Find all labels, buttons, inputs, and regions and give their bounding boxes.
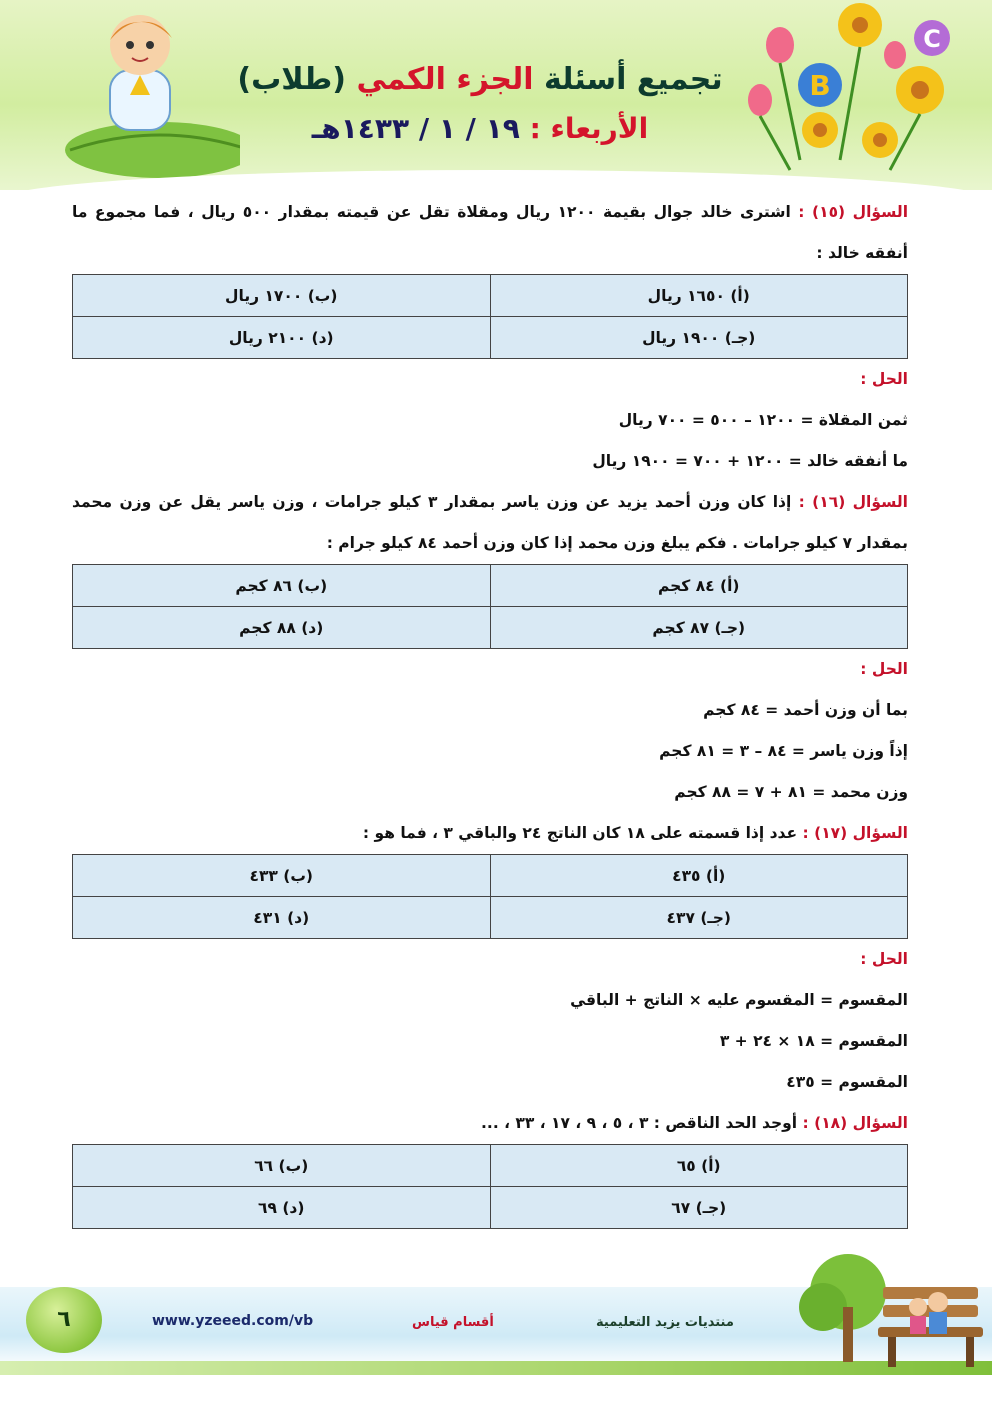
option-a[interactable]: (أ) ٦٥ <box>490 1145 908 1187</box>
question-16 <box>72 482 908 564</box>
solution-line: ثمن المقلاة = ١٢٠٠ – ٥٠٠ = ٧٠٠ ريال <box>618 411 908 429</box>
footer-forum: منتديات يزيد التعليمية <box>596 1315 734 1330</box>
footer-url[interactable]: www.yzeeed.com/vb <box>152 1313 314 1329</box>
date-value: ١٩ / ١ / ١٤٣٣هـ <box>311 112 520 145</box>
flowers-abc-illustration <box>720 0 970 185</box>
option-d[interactable]: (د) ٢١٠٠ ريال <box>73 317 491 359</box>
question-text: إذا كان وزن أحمد يزيد عن وزن ياسر بمقدار ٣ كيلو جرامات ، وزن ياسر يقل عن وزن محمد بمقدار ٧ كيلو جرامات . فكم يبلغ وزن محمد إذا كان وزن أحمد ٨٤ كيلو جرام : <box>72 493 908 552</box>
question-label: السؤال (١٨) : <box>802 1114 908 1132</box>
option-c[interactable]: (جـ) ٨٧ كجم <box>490 607 908 649</box>
option-a[interactable]: (أ) ٨٤ كجم <box>490 565 908 607</box>
date-label: الأربعاء : <box>529 112 649 145</box>
question-text: اشترى خالد جوال بقيمة ١٢٠٠ ريال ومقلاة تقل عن قيمته بمقدار ٥٠٠ ريال ، فما مجموع ما أنفقه خالد : <box>72 203 908 262</box>
options-table-15 <box>72 274 908 359</box>
option-a[interactable]: (أ) ١٦٥٠ ريال <box>490 275 908 317</box>
solution-line: وزن محمد = ٨١ + ٧ = ٨٨ كجم <box>674 783 908 801</box>
question-label: السؤال (١٦) : <box>798 493 908 511</box>
page-number: ٦ <box>26 1287 102 1353</box>
option-a[interactable]: (أ) ٤٣٥ <box>490 855 908 897</box>
solution-label: الحل : <box>860 950 908 968</box>
option-c[interactable]: (جـ) ١٩٠٠ ريال <box>490 317 908 359</box>
question-label: السؤال (١٧) : <box>802 824 908 842</box>
options-table-16 <box>72 564 908 649</box>
option-b[interactable]: (ب) ٤٣٣ <box>73 855 491 897</box>
page-footer <box>0 1245 992 1403</box>
title-part-2: الجزء الكمي <box>356 62 534 97</box>
solution-line: المقسوم = ١٨ × ٢٤ + ٣ <box>719 1032 908 1050</box>
solution-label: الحل : <box>860 370 908 388</box>
page-date <box>200 112 760 145</box>
title-part-1: تجميع أسئلة <box>543 62 723 97</box>
options-table-18 <box>72 1144 908 1229</box>
solution-line: بما أن وزن أحمد = ٨٤ كجم <box>703 701 908 719</box>
question-18 <box>72 1103 908 1144</box>
solution-line: المقسوم = ٤٣٥ <box>786 1073 908 1091</box>
page-header <box>0 0 992 190</box>
solution-line: إذاً وزن ياسر = ٨٤ – ٣ = ٨١ كجم <box>659 742 908 760</box>
question-label: السؤال (١٥) : <box>798 203 909 221</box>
option-b[interactable]: (ب) ١٧٠٠ ريال <box>73 275 491 317</box>
option-d[interactable]: (د) ٤٣١ <box>73 897 491 939</box>
solution-line: ما أنفقه خالد = ١٢٠٠ + ٧٠٠ = ١٩٠٠ ريال <box>592 452 908 470</box>
page-content <box>72 192 908 1229</box>
question-text: أوجد الحد الناقص : ٣ ، ٥ ، ٩ ، ١٧ ، ٣٣ ، ... <box>481 1114 798 1132</box>
option-d[interactable]: (د) ٦٩ <box>73 1187 491 1229</box>
question-15 <box>72 192 908 274</box>
option-c[interactable]: (جـ) ٤٣٧ <box>490 897 908 939</box>
option-b[interactable]: (ب) ٨٦ كجم <box>73 565 491 607</box>
option-b[interactable]: (ب) ٦٦ <box>73 1145 491 1187</box>
park-bench-illustration <box>788 1247 988 1377</box>
page-title <box>200 62 760 97</box>
solution-line: المقسوم = المقسوم عليه × الناتج + الباقي <box>570 991 908 1009</box>
letter-b: B <box>809 69 831 102</box>
option-c[interactable]: (جـ) ٦٧ <box>490 1187 908 1229</box>
option-d[interactable]: (د) ٨٨ كجم <box>73 607 491 649</box>
letter-c: C <box>923 25 941 53</box>
solution-label: الحل : <box>860 660 908 678</box>
question-text: عدد إذا قسمته على ١٨ كان الناتج ٢٤ والباقي ٣ ، فما هو : <box>362 824 798 842</box>
title-part-3: (طلاب) <box>237 62 346 97</box>
footer-section: أقسام قياس <box>412 1315 494 1330</box>
question-17 <box>72 813 908 854</box>
options-table-17 <box>72 854 908 939</box>
